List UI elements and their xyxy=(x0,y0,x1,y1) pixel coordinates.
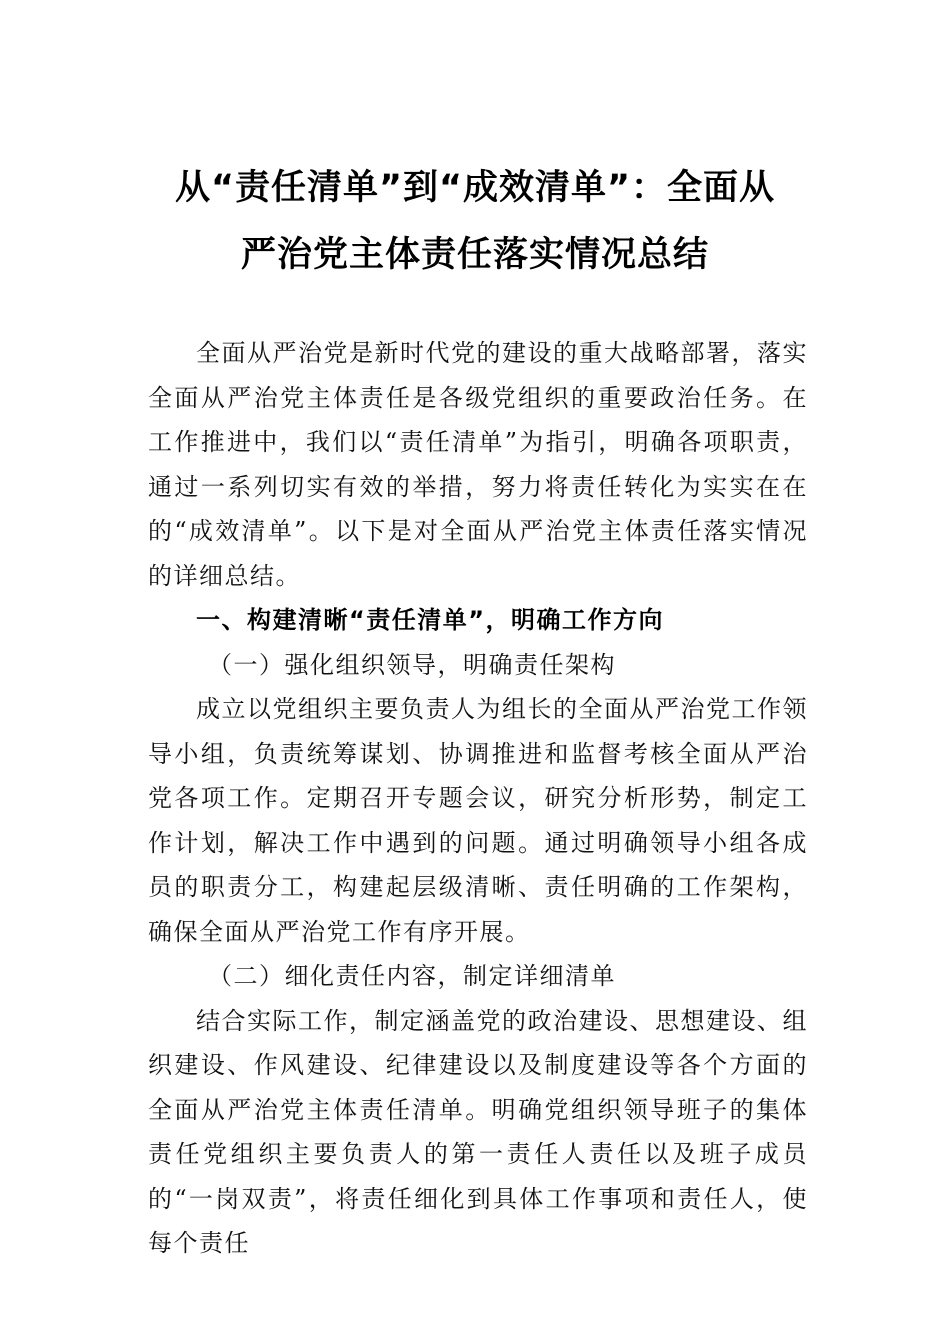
subsection-2-heading: （二）细化责任内容，制定详细清单 xyxy=(208,962,616,990)
subsection-1-heading: （一）强化组织领导，明确责任架构 xyxy=(208,650,616,679)
subsection-2-paragraph: 结合实际工作，制定涵盖党的政治建设、思想建设、组织建设、作风建设、纪律建设以及制度建设等各个方面的全面从严治党主体责任清单。明确党组织领导班子的集体责任党组织主要负责人的第一责任人责任以及班子成员的“一岗双责”，将责任细化到具体工作事项和责任人，使每个责任 xyxy=(148,1006,808,1257)
document-title-line-1: 从“责任清单”到“成效清单”：全面从 xyxy=(174,168,775,208)
document-title-line-2: 严治党主体责任落实情况总结 xyxy=(240,235,709,275)
section-1-heading: 一、构建清晰“责任清单”，明确工作方向 xyxy=(196,606,665,634)
subsection-1-paragraph: 成立以党组织主要负责人为组长的全面从严治党工作领导小组，负责统筹谋划、协调推进和监督考核全面从严治党各项工作。定期召开专题会议，研究分析形势，制定工作计划，解决工作中遇到的问题。通过明确领导小组各成员的职责分工，构建起层级清晰、责任明确的工作架构，确保全面从严治党工作有序开展。 xyxy=(148,695,808,946)
intro-paragraph: 全面从严治党是新时代党的建设的重大战略部署，落实全面从严治党主体责任是各级党组织的重要政治任务。在工作推进中，我们以“责任清单”为指引，明确各项职责，通过一系列切实有效的举措，努力将责任转化为实实在在的“成效清单”。以下是对全面从严治党主体责任落实情况的详细总结。 xyxy=(148,339,808,590)
document-body xyxy=(148,331,808,1266)
